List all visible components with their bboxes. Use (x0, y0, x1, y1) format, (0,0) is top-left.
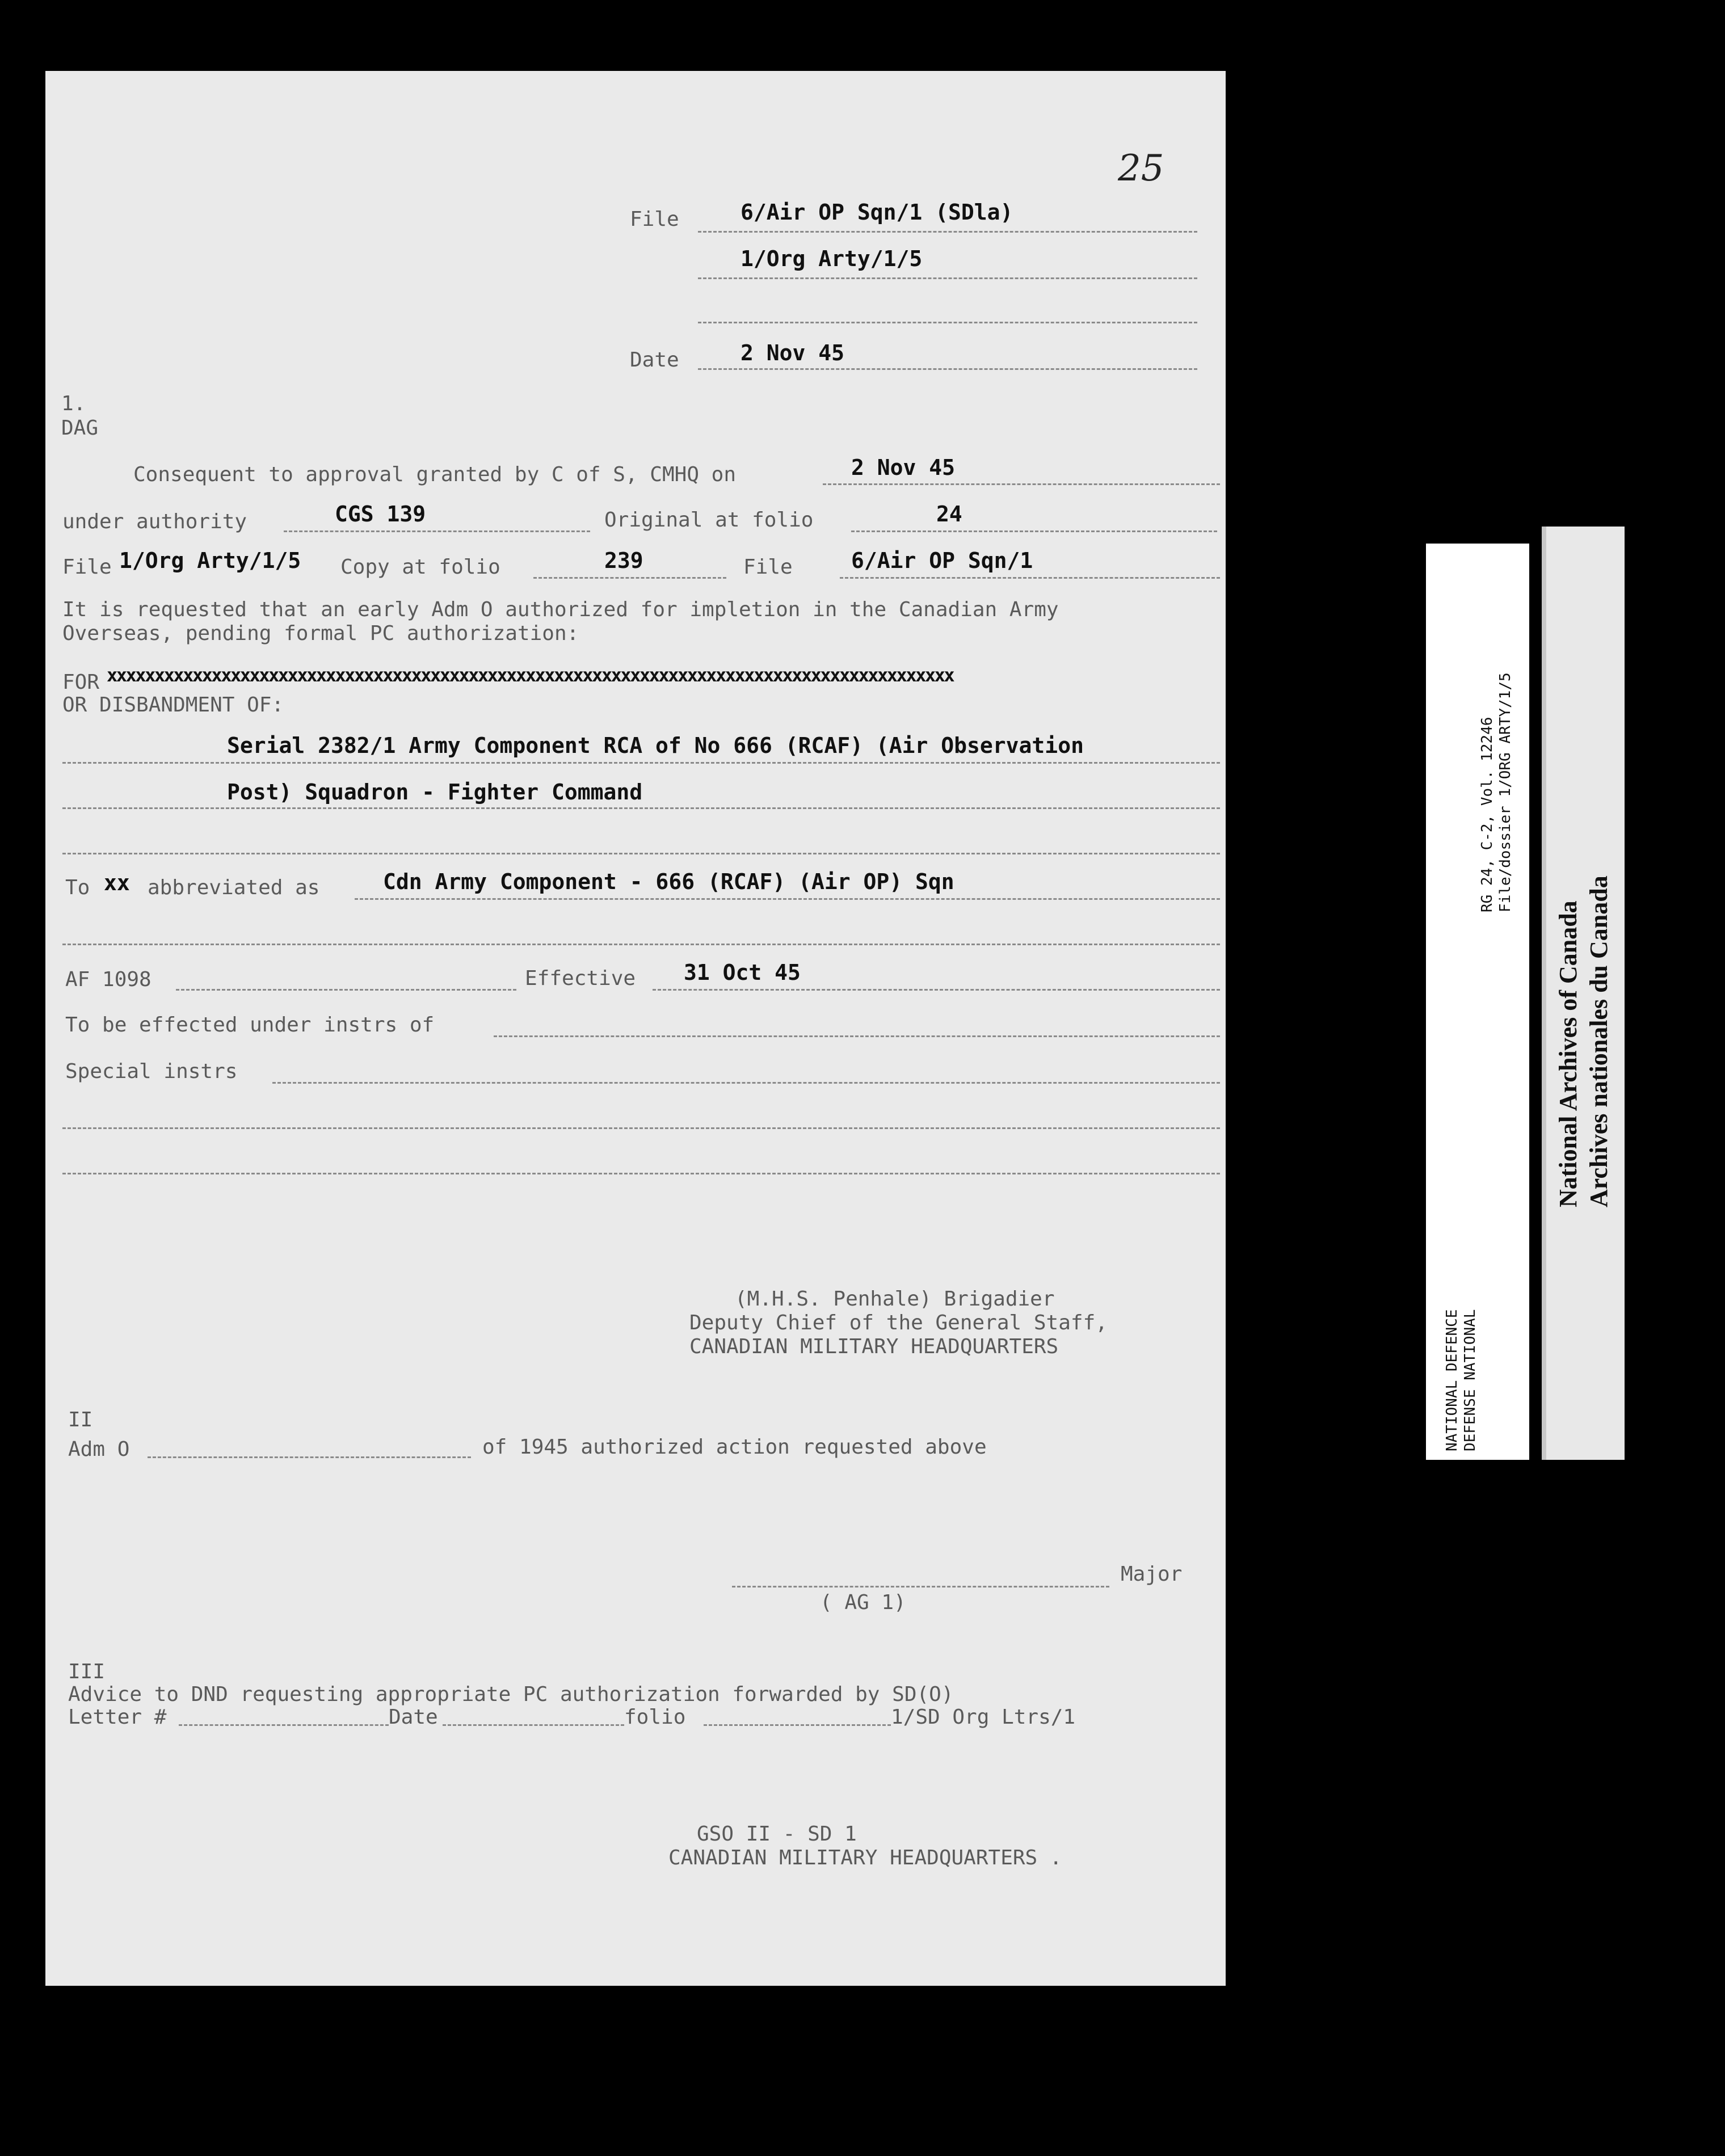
request-line-1: It is requested that an early Adm O authorized for impletion in the Canadian Army (62, 598, 1059, 621)
for-label: FOR (62, 671, 100, 694)
adm-line (148, 1456, 471, 1458)
header-file-line-1 (698, 231, 1197, 233)
serial-line-rule-3 (62, 853, 1220, 854)
section-three-folio-label: folio (624, 1706, 686, 1729)
section-three-ref: 1/SD Org Ltrs/1 (891, 1706, 1076, 1729)
effected-label: To be effected under instrs of (65, 1013, 435, 1037)
major-signature-line (732, 1586, 1109, 1587)
serial-line-2: Post) Squadron - Fighter Command (227, 780, 643, 805)
af-line (176, 989, 516, 991)
signature-title: Deputy Chief of the General Staff, (689, 1311, 1108, 1334)
header-file-line-2 (698, 277, 1197, 279)
ag-office: ( AG 1) (820, 1591, 906, 1614)
abbreviated-label: abbreviated as (148, 876, 320, 899)
section-three-date-label: Date (389, 1706, 438, 1729)
effective-label: Effective (525, 967, 636, 990)
abbreviated-value: Cdn Army Component - 666 (RCAF) (Air OP) Sqn (383, 869, 954, 894)
effective-value: 31 Oct 45 (684, 960, 801, 985)
header-date-label: Date (630, 348, 679, 372)
page-number: 25 (1118, 148, 1164, 190)
archive-reference-tab (1426, 544, 1529, 1460)
under-authority-value: CGS 139 (335, 502, 426, 527)
header-file-value-1: 6/Air OP Sqn/1 (SDla) (741, 200, 1013, 225)
header-file-value-2: 1/Org Arty/1/5 (741, 246, 923, 271)
serial-line-rule-2 (62, 807, 1220, 809)
approval-date: 2 Nov 45 (851, 455, 956, 480)
disbandment-label: OR DISBANDMENT OF: (62, 693, 284, 717)
under-authority-label: under authority (62, 510, 247, 533)
header-file-line-3 (698, 322, 1197, 323)
header-date-line (698, 368, 1197, 370)
approval-date-line (823, 483, 1220, 485)
file-value: 1/Org Arty/1/5 (119, 548, 301, 573)
section-two-number: II (68, 1408, 93, 1431)
footer-org: CANADIAN MILITARY HEADQUARTERS . (668, 1846, 1062, 1869)
archive-dept-line-1: NATIONAL DEFENCE (1444, 1309, 1461, 1451)
to-strike: xx (104, 870, 130, 895)
section-three-number: III (68, 1660, 106, 1683)
rank: Major (1121, 1563, 1183, 1586)
original-folio-label: Original at folio (604, 508, 814, 532)
original-folio-line (851, 530, 1217, 532)
header-date-value: 2 Nov 45 (741, 340, 845, 365)
authorized-text: of 1945 authorized action requested above (482, 1435, 987, 1459)
signature-name: (M.H.S. Penhale) Brigadier (735, 1287, 1055, 1311)
request-line-2: Overseas, pending formal PC authorization: (62, 622, 579, 645)
section-three-folio-line (704, 1724, 891, 1726)
letter-line (179, 1724, 389, 1726)
under-authority-line (284, 530, 590, 532)
copy-folio-value: 239 (604, 548, 643, 573)
advice-text: Advice to DND requesting appropriate PC authorization forwarded by SD(O) (68, 1683, 954, 1706)
effected-line (494, 1035, 1220, 1037)
abbreviated-line (355, 898, 1220, 900)
footer-office: GSO II - SD 1 (697, 1822, 857, 1846)
effective-line (653, 989, 1220, 991)
copy-folio-label: Copy at folio (340, 555, 500, 579)
archives-canada-tab (1542, 527, 1625, 1460)
copy-folio-line (533, 577, 726, 579)
af-label: AF 1098 (65, 968, 152, 991)
blank-line-2 (62, 1127, 1220, 1129)
archive-ref-line-1: RG 24, C-2, Vol. 12246 (1479, 717, 1496, 912)
struck-text: xxxxxxxxxxxxxxxxxxxxxxxxxxxxxxxxxxxxxxxxxxxxxxxxxxxxxxxxxxxxxxxxxxxxxxxxxxxxxxxxxxxxxxxxx (107, 664, 954, 686)
file2-value: 6/Air OP Sqn/1 (851, 548, 1033, 573)
special-label: Special instrs (65, 1060, 238, 1083)
consequent-text: Consequent to approval granted by C of S, CMHQ on (133, 463, 737, 486)
original-folio-value: 24 (936, 502, 962, 527)
adm-label: Adm O (68, 1438, 130, 1461)
file2-label: File (743, 555, 793, 579)
serial-line-rule-1 (62, 762, 1220, 764)
archives-fr: Archives nationales du Canada (1585, 875, 1613, 1207)
blank-line-3 (62, 1173, 1220, 1174)
section-three-date-line (443, 1724, 624, 1726)
file-label: File (62, 555, 112, 579)
signature-org: CANADIAN MILITARY HEADQUARTERS (689, 1335, 1059, 1358)
letter-label: Letter # (68, 1706, 167, 1729)
archive-ref-line-2: File/dossier 1/ORG ARTY/1/5 (1497, 672, 1514, 912)
section-one-number: 1. (61, 392, 86, 415)
archive-dept-line-2: DEFENSE NATIONAL (1462, 1309, 1479, 1451)
archives-en: National Archives of Canada (1554, 900, 1582, 1207)
special-line (272, 1082, 1220, 1084)
file2-line (840, 577, 1220, 579)
section-one-to: DAG (61, 416, 99, 440)
document-page (45, 71, 1226, 1986)
blank-line-1 (62, 944, 1220, 945)
header-file-label: File (630, 208, 679, 231)
serial-line-1: Serial 2382/1 Army Component RCA of No 666 (RCAF) (Air Observation (227, 733, 1084, 758)
to-label: To (65, 876, 90, 899)
